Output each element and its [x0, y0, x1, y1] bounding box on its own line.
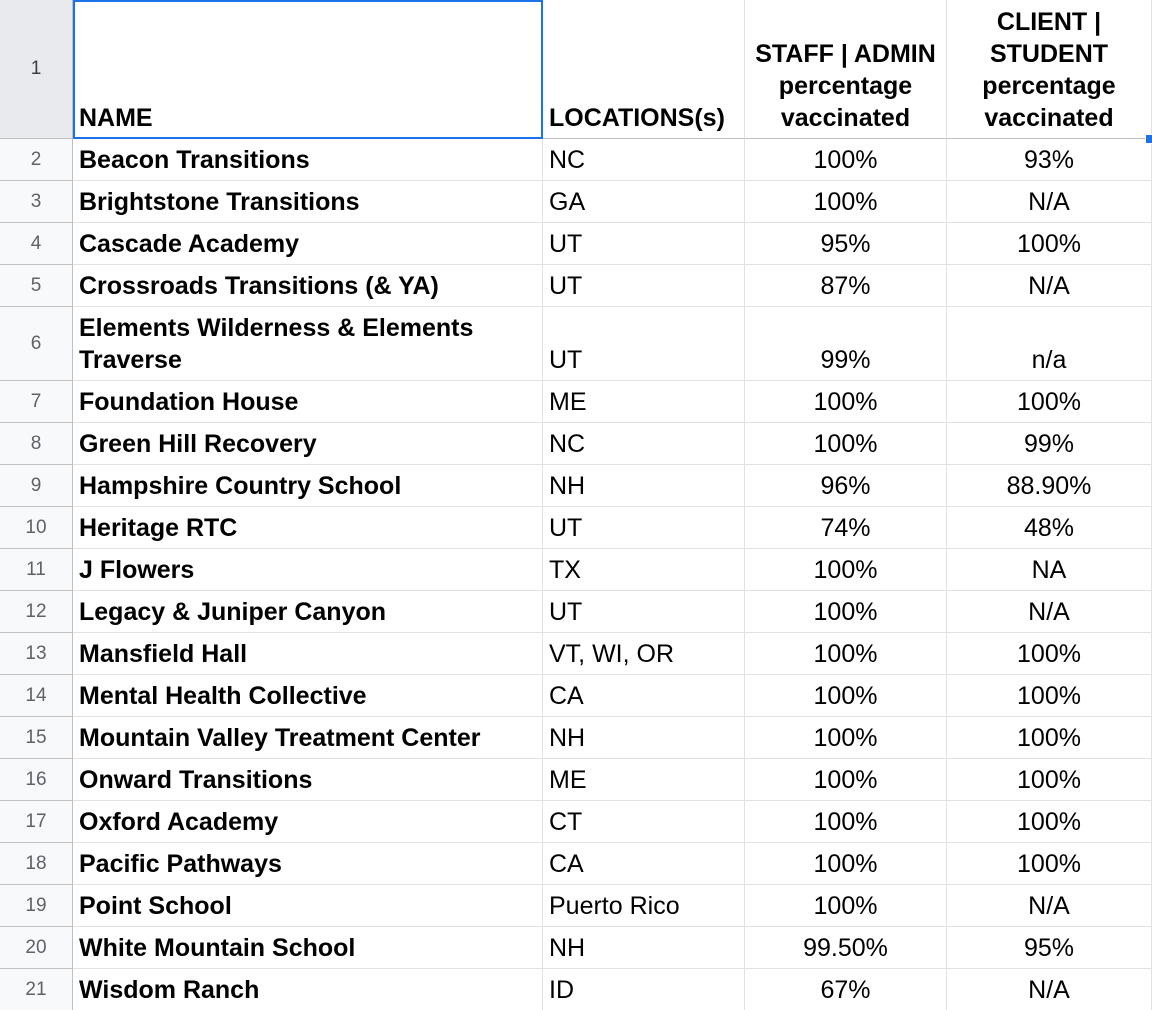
cell-staff-vaccinated[interactable]: 100% [745, 675, 947, 717]
cell-name[interactable]: Mental Health Collective [73, 675, 543, 717]
row-header[interactable]: 16 [0, 759, 73, 801]
cell-name[interactable]: Legacy & Juniper Canyon [73, 591, 543, 633]
cell-client-vaccinated[interactable]: N/A [947, 265, 1152, 307]
cell-name[interactable]: Pacific Pathways [73, 843, 543, 885]
cell-name[interactable]: White Mountain School [73, 927, 543, 969]
cell-name[interactable]: Heritage RTC [73, 507, 543, 549]
cell-client-vaccinated[interactable]: n/a [947, 307, 1152, 381]
cell-client-vaccinated[interactable]: 88.90% [947, 465, 1152, 507]
cell-staff-vaccinated[interactable]: 100% [745, 139, 947, 181]
row-header[interactable]: 17 [0, 801, 73, 843]
cell-client-vaccinated[interactable]: 100% [947, 675, 1152, 717]
cell-name[interactable]: Beacon Transitions [73, 139, 543, 181]
cell-client-vaccinated[interactable]: NA [947, 549, 1152, 591]
cell-client-vaccinated[interactable]: 100% [947, 223, 1152, 265]
cell-name[interactable]: Hampshire Country School [73, 465, 543, 507]
row-header[interactable]: 3 [0, 181, 73, 223]
cell-staff-vaccinated[interactable]: 100% [745, 759, 947, 801]
cell-staff-vaccinated[interactable]: 74% [745, 507, 947, 549]
header-cell-locations[interactable]: LOCATIONS(s) [543, 0, 745, 139]
cell-location[interactable]: CA [543, 843, 745, 885]
row-header[interactable]: 14 [0, 675, 73, 717]
cell-client-vaccinated[interactable]: N/A [947, 591, 1152, 633]
cell-client-vaccinated[interactable]: 100% [947, 381, 1152, 423]
cell-staff-vaccinated[interactable]: 100% [745, 885, 947, 927]
cell-staff-vaccinated[interactable]: 100% [745, 801, 947, 843]
cell-staff-vaccinated[interactable]: 100% [745, 381, 947, 423]
cell-location[interactable]: CA [543, 675, 745, 717]
cell-client-vaccinated[interactable]: 100% [947, 801, 1152, 843]
header-cell-staff-vaccinated[interactable]: STAFF | ADMIN percentage vaccinated [745, 0, 947, 139]
row-header[interactable]: 20 [0, 927, 73, 969]
fill-handle[interactable] [1145, 134, 1152, 144]
cell-name[interactable]: Foundation House [73, 381, 543, 423]
row-header[interactable]: 13 [0, 633, 73, 675]
cell-client-vaccinated[interactable]: N/A [947, 885, 1152, 927]
cell-client-vaccinated[interactable]: 93% [947, 139, 1152, 181]
cell-client-vaccinated[interactable]: N/A [947, 969, 1152, 1010]
cell-staff-vaccinated[interactable]: 100% [745, 181, 947, 223]
cell-staff-vaccinated[interactable]: 100% [745, 549, 947, 591]
row-header[interactable]: 15 [0, 717, 73, 759]
cell-location[interactable]: UT [543, 223, 745, 265]
header-cell-client-vaccinated[interactable]: CLIENT | STUDENT percentage vaccinated [947, 0, 1152, 139]
cell-location[interactable]: NC [543, 139, 745, 181]
cell-staff-vaccinated[interactable]: 100% [745, 843, 947, 885]
cell-staff-vaccinated[interactable]: 99.50% [745, 927, 947, 969]
row-header[interactable]: 10 [0, 507, 73, 549]
cell-location[interactable]: UT [543, 265, 745, 307]
cell-staff-vaccinated[interactable]: 67% [745, 969, 947, 1010]
cell-name[interactable]: Point School [73, 885, 543, 927]
cell-staff-vaccinated[interactable]: 99% [745, 307, 947, 381]
cell-client-vaccinated[interactable]: 95% [947, 927, 1152, 969]
cell-name[interactable]: Cascade Academy [73, 223, 543, 265]
cell-client-vaccinated[interactable]: 100% [947, 843, 1152, 885]
cell-client-vaccinated[interactable]: N/A [947, 181, 1152, 223]
cell-location[interactable]: NH [543, 927, 745, 969]
cell-staff-vaccinated[interactable]: 100% [745, 633, 947, 675]
row-header[interactable]: 11 [0, 549, 73, 591]
header-cell-name[interactable]: NAME [73, 0, 543, 139]
cell-name[interactable]: Mansfield Hall [73, 633, 543, 675]
row-header[interactable]: 12 [0, 591, 73, 633]
row-header[interactable]: 2 [0, 139, 73, 181]
cell-name[interactable]: Wisdom Ranch [73, 969, 543, 1010]
cell-location[interactable]: UT [543, 591, 745, 633]
cell-staff-vaccinated[interactable]: 96% [745, 465, 947, 507]
row-header[interactable]: 7 [0, 381, 73, 423]
cell-name[interactable]: Mountain Valley Treatment Center [73, 717, 543, 759]
cell-location[interactable]: CT [543, 801, 745, 843]
cell-client-vaccinated[interactable]: 100% [947, 717, 1152, 759]
row-header[interactable]: 1 [0, 0, 73, 139]
row-header[interactable]: 18 [0, 843, 73, 885]
cell-name[interactable]: Elements Wilderness & Elements Traverse [73, 307, 543, 381]
cell-location[interactable]: NH [543, 717, 745, 759]
cell-name[interactable]: Onward Transitions [73, 759, 543, 801]
cell-client-vaccinated[interactable]: 99% [947, 423, 1152, 465]
row-header[interactable]: 5 [0, 265, 73, 307]
cell-client-vaccinated[interactable]: 100% [947, 759, 1152, 801]
cell-location[interactable]: Puerto Rico [543, 885, 745, 927]
cell-staff-vaccinated[interactable]: 100% [745, 717, 947, 759]
cell-location[interactable]: UT [543, 307, 745, 381]
cell-name[interactable]: Crossroads Transitions (& YA) [73, 265, 543, 307]
cell-location[interactable]: VT, WI, OR [543, 633, 745, 675]
row-header[interactable]: 21 [0, 969, 73, 1010]
cell-staff-vaccinated[interactable]: 95% [745, 223, 947, 265]
cell-client-vaccinated[interactable]: 48% [947, 507, 1152, 549]
cell-staff-vaccinated[interactable]: 100% [745, 591, 947, 633]
cell-location[interactable]: GA [543, 181, 745, 223]
cell-location[interactable]: NC [543, 423, 745, 465]
cell-name[interactable]: Oxford Academy [73, 801, 543, 843]
cell-location[interactable]: TX [543, 549, 745, 591]
row-header[interactable]: 4 [0, 223, 73, 265]
cell-location[interactable]: NH [543, 465, 745, 507]
cell-client-vaccinated[interactable]: 100% [947, 633, 1152, 675]
cell-name[interactable]: J Flowers [73, 549, 543, 591]
cell-location[interactable]: ID [543, 969, 745, 1010]
cell-staff-vaccinated[interactable]: 100% [745, 423, 947, 465]
row-header[interactable]: 6 [0, 307, 73, 381]
row-header[interactable]: 19 [0, 885, 73, 927]
cell-staff-vaccinated[interactable]: 87% [745, 265, 947, 307]
row-header[interactable]: 9 [0, 465, 73, 507]
cell-name[interactable]: Brightstone Transitions [73, 181, 543, 223]
cell-location[interactable]: ME [543, 759, 745, 801]
cell-location[interactable]: ME [543, 381, 745, 423]
cell-location[interactable]: UT [543, 507, 745, 549]
row-header[interactable]: 8 [0, 423, 73, 465]
cell-name[interactable]: Green Hill Recovery [73, 423, 543, 465]
